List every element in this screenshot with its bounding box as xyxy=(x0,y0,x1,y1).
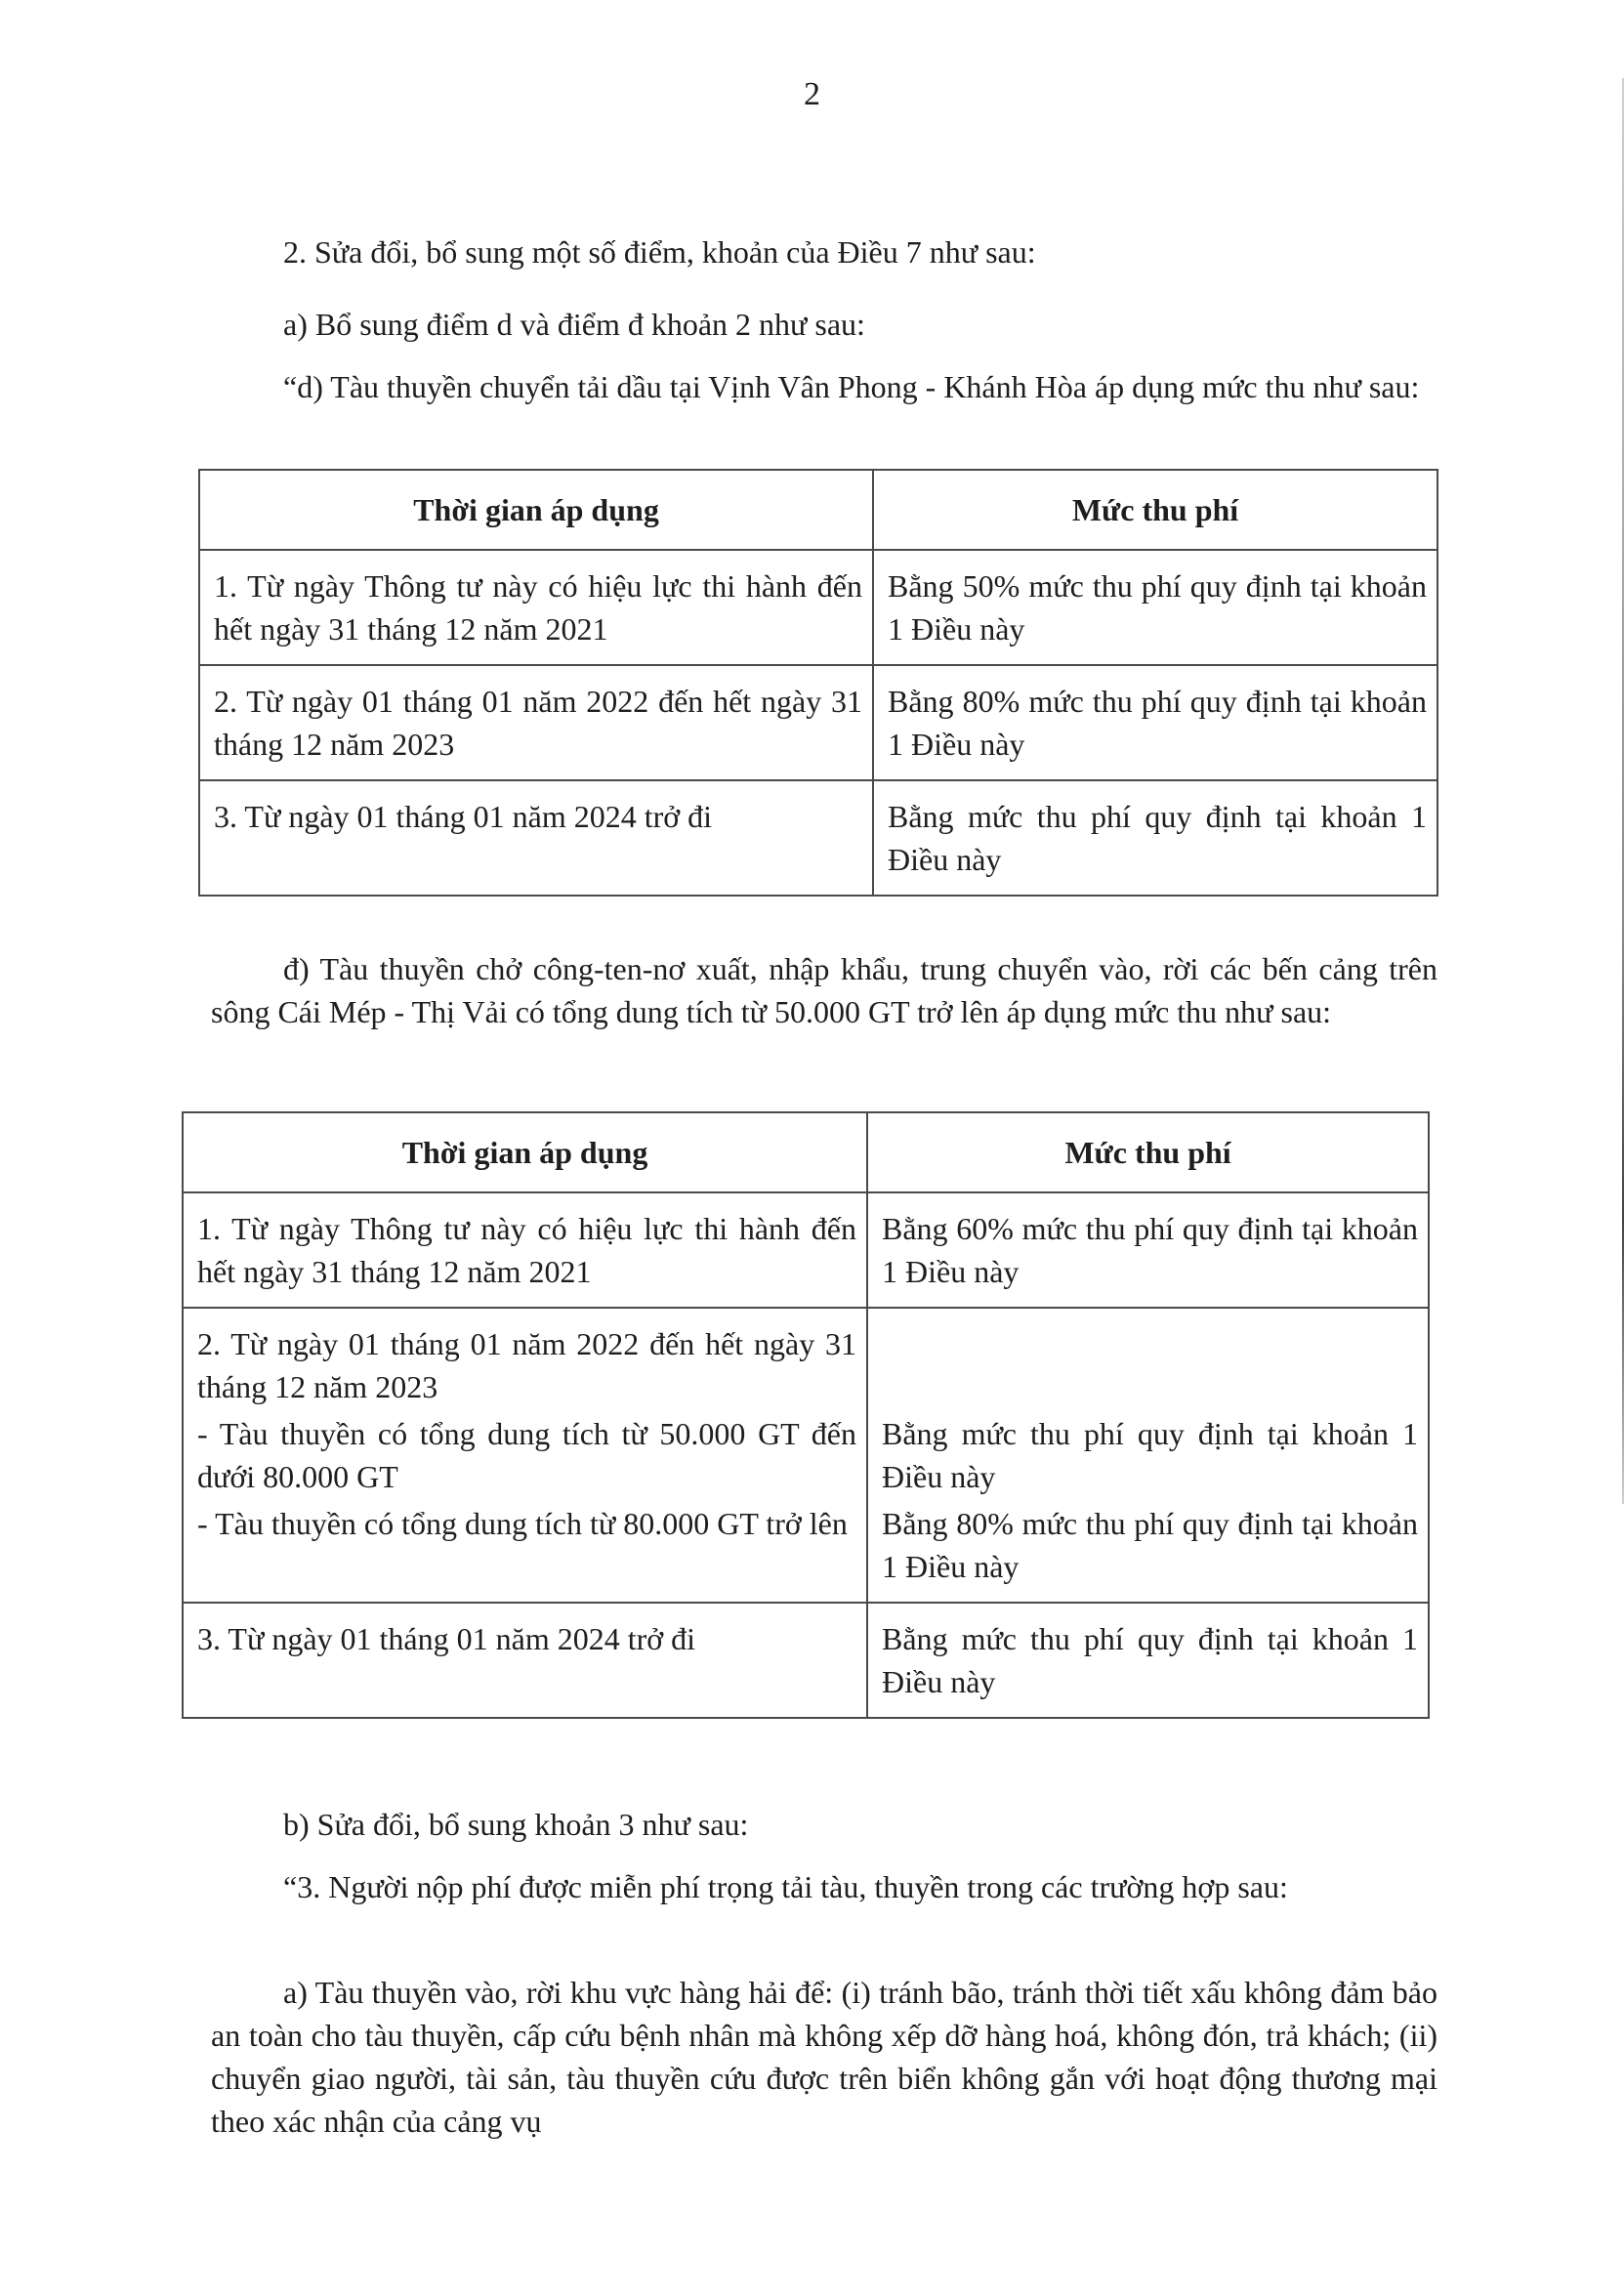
table-row xyxy=(183,1603,1429,1718)
fee-table-van-phong xyxy=(198,469,1438,897)
period-cell: 3. Từ ngày 01 tháng 01 năm 2024 trở đi xyxy=(199,780,873,896)
header-fee: Mức thu phí xyxy=(873,470,1437,550)
header-period: Thời gian áp dụng xyxy=(183,1112,867,1192)
fee-cell: Bằng 50% mức thu phí quy định tại khoản 1 Điều này xyxy=(873,550,1437,665)
fee-sub-over-80000: Bằng 80% mức thu phí quy định tại khoản 1 Điều này xyxy=(882,1506,1418,1584)
item-b-paragraph: b) Sửa đổi, bổ sung khoản 3 như sau: xyxy=(283,1807,749,1842)
header-fee: Mức thu phí xyxy=(867,1112,1429,1192)
section-heading-2: 2. Sửa đổi, bổ sung một số điểm, khoản của Điều 7 như sau: xyxy=(283,234,1036,270)
fee-cell: Bằng mức thu phí quy định tại khoản 1 Điều này xyxy=(867,1603,1429,1718)
period-main: 2. Từ ngày 01 tháng 01 năm 2022 đến hết ngày 31 tháng 12 năm 2023 xyxy=(197,1326,856,1404)
clause-3a-paragraph: a) Tàu thuyền vào, rời khu vực hàng hải để: (i) tránh bão, tránh thời tiết xấu không đảm bảo an toàn cho tàu thuyền, cấp cứu bệnh nhân mà không xếp dỡ hàng hoá, không đón, trả khách; (ii) chuyển giao người, tài sản, tàu thuyền cứu được trên biển không gắn với hoạt động thương mại theo xác nhận của cảng vụ xyxy=(211,1975,1437,2139)
period-sub-over-80000: - Tàu thuyền có tổng dung tích từ 80.000 GT trở lên xyxy=(197,1506,848,1541)
period-cell: 1. Từ ngày Thông tư này có hiệu lực thi hành đến hết ngày 31 tháng 12 năm 2021 xyxy=(183,1192,867,1308)
point-dd-paragraph: đ) Tàu thuyền chở công-ten-nơ xuất, nhập khẩu, trung chuyển vào, rời các bến cảng trên sông Cái Mép - Thị Vải có tổng dung tích từ 50.000 GT trở lên áp dụng mức thu như sau: xyxy=(211,951,1437,1029)
clause-3-paragraph: “3. Người nộp phí được miễn phí trọng tải tàu, thuyền trong các trường hợp sau: xyxy=(283,1869,1288,1904)
fee-sub-under-80000: Bằng mức thu phí quy định tại khoản 1 Điều này xyxy=(882,1416,1418,1494)
fee-cell: Bằng 60% mức thu phí quy định tại khoản 1 Điều này xyxy=(867,1192,1429,1308)
fee-spacer xyxy=(882,1322,1418,1365)
fee-table-cai-mep xyxy=(182,1111,1430,1719)
period-cell: 2. Từ ngày 01 tháng 01 năm 2022 đến hết ngày 31 tháng 12 năm 2023 xyxy=(199,665,873,780)
table-row xyxy=(183,1308,1429,1603)
table-header-row xyxy=(199,470,1437,550)
period-cell: 3. Từ ngày 01 tháng 01 năm 2024 trở đi xyxy=(183,1603,867,1718)
header-period: Thời gian áp dụng xyxy=(199,470,873,550)
fee-spacer xyxy=(882,1365,1418,1408)
table-row xyxy=(199,550,1437,665)
fee-cell-multi xyxy=(867,1308,1429,1603)
period-cell: 1. Từ ngày Thông tư này có hiệu lực thi hành đến hết ngày 31 tháng 12 năm 2021 xyxy=(199,550,873,665)
fee-cell: Bằng 80% mức thu phí quy định tại khoản 1 Điều này xyxy=(873,665,1437,780)
table-row xyxy=(199,665,1437,780)
table-header-row xyxy=(183,1112,1429,1192)
fee-cell: Bằng mức thu phí quy định tại khoản 1 Điều này xyxy=(873,780,1437,896)
page-number: 2 xyxy=(804,76,820,112)
period-sub-under-80000: - Tàu thuyền có tổng dung tích từ 50.000 GT đến dưới 80.000 GT xyxy=(197,1416,856,1494)
table-row xyxy=(183,1192,1429,1308)
table-row xyxy=(199,780,1437,896)
period-cell-multi xyxy=(183,1308,867,1603)
item-a-paragraph: a) Bổ sung điểm d và điểm đ khoản 2 như sau: xyxy=(283,307,865,342)
point-d-paragraph: “d) Tàu thuyền chuyển tải dầu tại Vịnh Vân Phong - Khánh Hòa áp dụng mức thu như sau: xyxy=(283,369,1420,404)
